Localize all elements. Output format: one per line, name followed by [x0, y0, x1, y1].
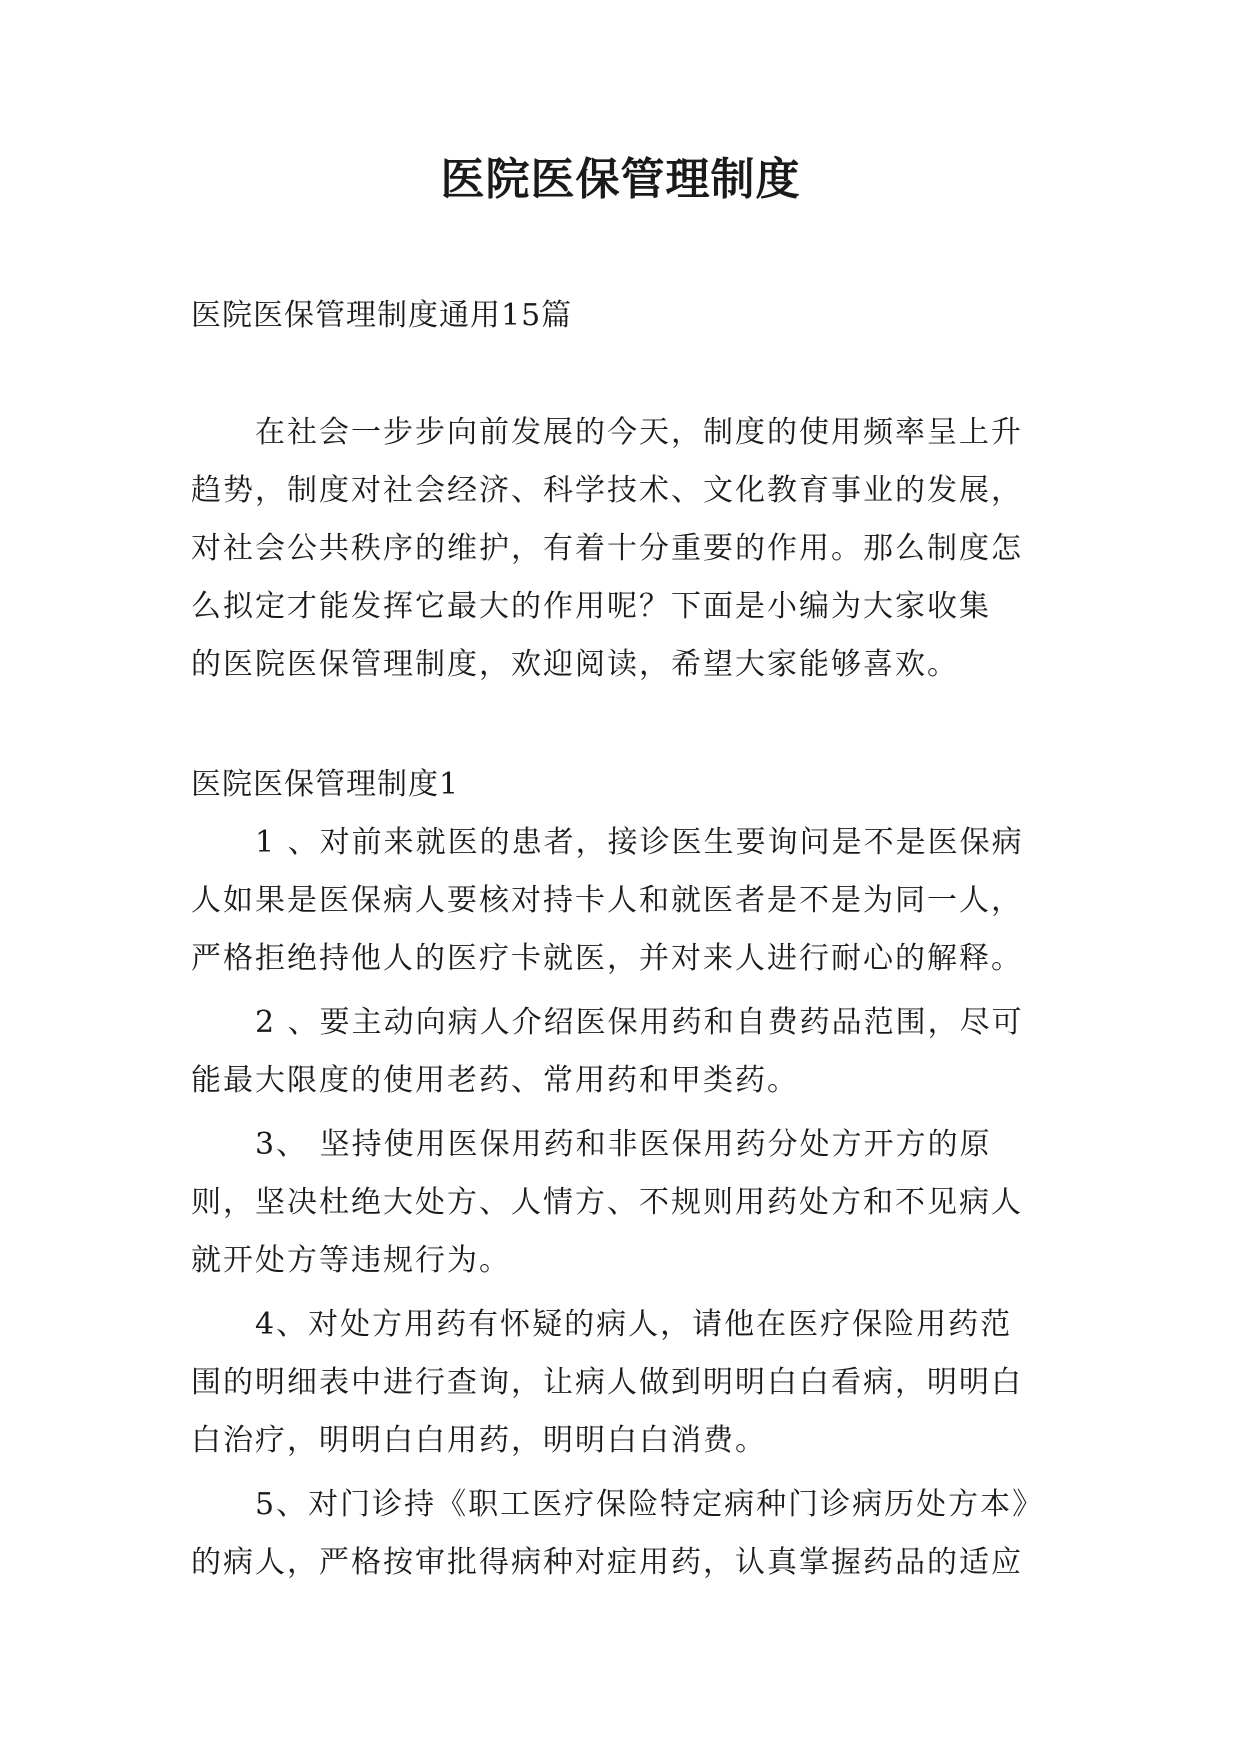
document-subtitle: 医院医保管理制度通用15篇 — [191, 298, 573, 333]
section-heading: 医院医保管理制度1 — [191, 767, 460, 802]
rule-item-1: 1 、对前来就医的患者，接诊医生要询问是不是医保病 人如果是医保病人要核对持卡人和就医者是不是为同一人， 严格拒绝持他人的医疗卡就医，并对来人进行耐心的解释。 — [191, 825, 1024, 976]
rule-item-3: 3、 坚持使用医保用药和非医保用药分处方开方的原 则，坚决杜绝大处方、人情方、不规则用药处方和不见病人 就开处方等违规行为。 — [191, 1127, 1023, 1278]
rule-item-4: 4、对处方用药有怀疑的病人，请他在医疗保险用药范 围的明细表中进行查询，让病人做到明明白白看病，明明白 白治疗，明明白白用药，明明白白消费。 — [191, 1307, 1023, 1458]
rule-item-2: 2 、要主动向病人介绍医保用药和自费药品范围，尽可 能最大限度的使用老药、常用药和甲类药。 — [191, 1005, 1024, 1098]
rules-list — [191, 814, 1061, 1598]
rule-item-5: 5、对门诊持《职工医疗保险特定病种门诊病历处方本》 的病人，严格按审批得病种对症用药，认真掌握药品的适应 — [191, 1487, 1045, 1580]
intro-paragraph: 在社会一步步向前发展的今天，制度的使用频率呈上升 趋势，制度对社会经济、科学技术、文化教育事业的发展， 对社会公共秩序的维护，有着十分重要的作用。那么制度怎 么拟定才能发挥它最大的作用呢？下面是小编为大家收集 的医院医保管理制度，欢迎阅读，希望大家能够喜欢。 — [191, 415, 1023, 682]
document-title: 医院医保管理制度 — [440, 154, 801, 205]
